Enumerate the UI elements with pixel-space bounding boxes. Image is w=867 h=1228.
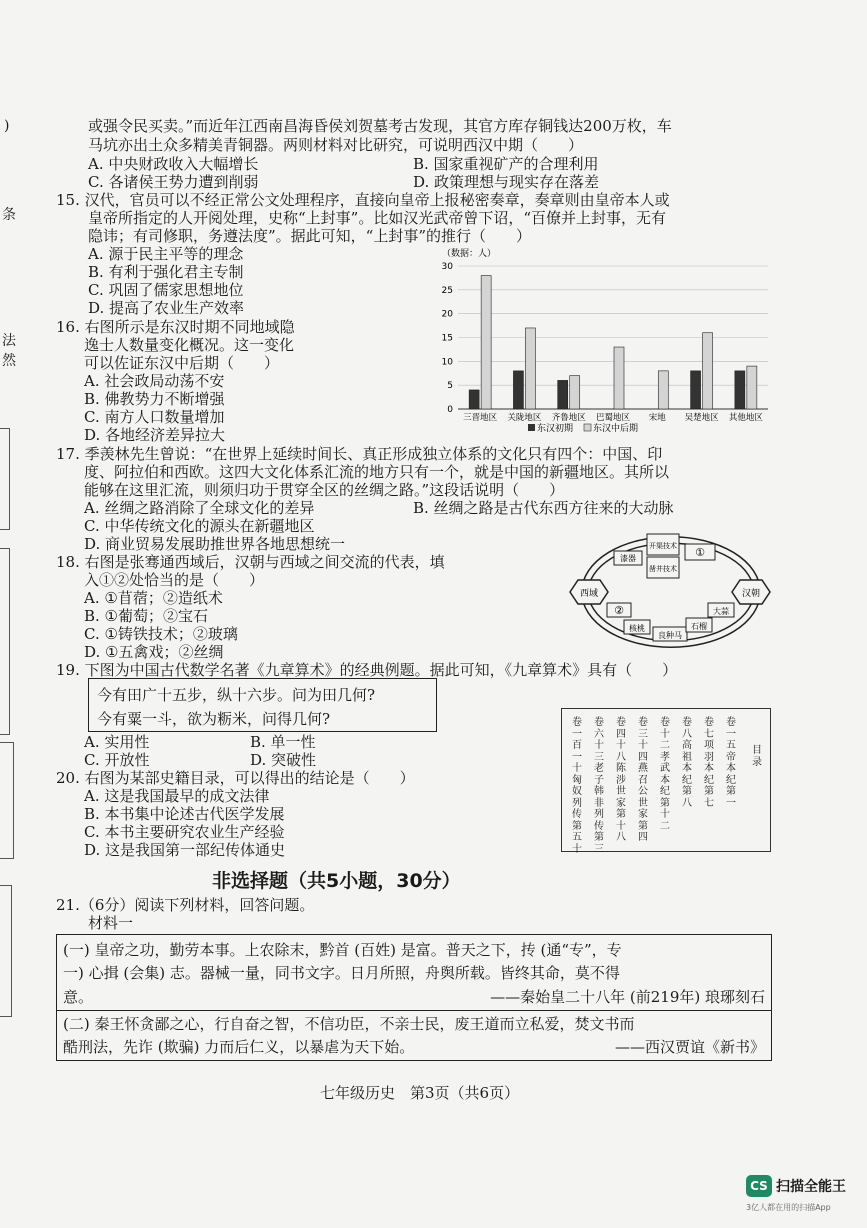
q16-line: 可以佐证东汉中后期（ ） — [84, 354, 280, 372]
material-1-line: 意。 — [63, 988, 94, 1006]
q18-option-b: B. ①葡萄；②宝石 — [84, 607, 209, 625]
item-horse-label: 良种马 — [658, 631, 682, 640]
material-box-2 — [56, 1009, 772, 1061]
q16-line: 16. 右图所示是东汉时期不同地域隐 — [56, 318, 295, 336]
q18-line: 入①②处恰当的是（ ） — [84, 571, 265, 589]
q15-option-a: A. 源于民主平等的理念 — [88, 245, 244, 263]
chart-ytick-label: 20 — [441, 309, 453, 320]
item-garlic-label: 大蒜 — [713, 607, 729, 616]
material-2-line: (二) 秦王怀贪鄙之心，行自奋之智，不信功臣，不亲士民，废王道而立私爱，焚文书而 — [63, 1015, 635, 1033]
chart-ylabel: （数据：人） — [442, 249, 497, 259]
q16-line: 逸士人数量变化概况。这一变化 — [84, 336, 295, 354]
item-walnut-label: 核桃 — [629, 624, 645, 633]
toc-entry: 卷四十八陈涉世家第十八 — [616, 717, 626, 843]
q15-line: 15. 汉代，官员可以不经正常公文处理程序，直接向皇帝上报秘密奏章，奏章则由皇帝本人或 — [56, 191, 670, 209]
q17-option-c: C. 中华传统文化的源头在新疆地区 — [84, 517, 315, 535]
q18-option-c: C. ①铸铁技术；②玻璃 — [84, 625, 238, 643]
toc-entry: 卷十二孝武本纪第十二 — [660, 717, 670, 832]
material-box-1 — [56, 934, 772, 1011]
chart-bar-late — [481, 276, 491, 409]
material-1-line: (一) 皇帝之功，勤劳本事。上农除末，黔首 (百姓) 是富。普天之下，抟 (通“专”，专 — [63, 941, 622, 959]
han-label: 汉朝 — [741, 589, 761, 599]
legend-swatch-late — [584, 424, 591, 431]
q19-example-2: 今有粟一斗，欲为粝米，问得几何? — [97, 710, 331, 728]
q18-option-d: D. ①五禽戏；②丝绸 — [84, 643, 224, 661]
margin-char: 然 — [2, 353, 16, 369]
chart-ytick-label: 30 — [441, 262, 453, 272]
margin-box — [0, 742, 14, 859]
legend-label-late: 东汉中后期 — [593, 424, 639, 434]
q20-option-b: B. 本书集中论述古代医学发展 — [84, 805, 285, 823]
legend-label-early: 东汉初期 — [537, 424, 574, 434]
q15-line: 隐讳；有司修职，务遵法度”。据此可知，“上封事”的推行（ ） — [88, 227, 532, 245]
legend-swatch-early — [528, 424, 535, 431]
q17-option-d: D. 商业贸易发展助推世界各地思想统一 — [84, 535, 346, 553]
chart-bar-early — [469, 390, 479, 409]
chart-bar-late — [525, 328, 535, 409]
q20-option-d: D. 这是我国第一部纪传体通史 — [84, 841, 286, 859]
q15-option-c: C. 巩固了儒家思想地位 — [88, 281, 244, 299]
history-book-toc — [561, 708, 771, 855]
q16-option-c: C. 南方人口数量增加 — [84, 408, 225, 426]
q20-line: 20. 右图为某部史籍目录，可以得出的结论是（ ） — [56, 769, 415, 787]
q17-option-b: B. 丝绸之路是古代东西方往来的大动脉 — [413, 499, 674, 517]
q17-line: 度、阿拉伯和西欧。这四大文化体系汇流的地方只有一个，就是中国的新疆地区。其所以 — [84, 463, 670, 481]
q15-line: 皇帝所指定的人开阅处理，史称“上封事”。比如汉光武帝曾下诏，“百僚并上封事，无有 — [88, 209, 667, 227]
q14-option-d: D. 政策理想与现实存在落差 — [413, 173, 600, 191]
item-canal-tech-label: 开渠技术 — [649, 542, 677, 550]
hermit-count-chart — [428, 244, 773, 439]
margin-box — [0, 548, 10, 735]
q14-line: 马坑亦出土众多精美青铜器。两则材料对比研究，可说明西汉中期（ ） — [88, 136, 584, 154]
q19-example-1: 今有田广十五步，纵十六步。问为田几何? — [97, 686, 376, 704]
toc-entry: 卷三十四燕召公世家第四 — [638, 717, 648, 843]
margin-paren: ) — [4, 118, 10, 134]
app-tagline: 3亿人都在用的扫描App — [746, 1203, 831, 1212]
west-region-label: 西域 — [579, 589, 599, 599]
margin-box — [0, 885, 12, 1017]
q17-line: 能够在这里汇流，则须归功于贯穿全区的丝绸之路。”这段话说明（ ） — [84, 481, 565, 499]
q19-option-d: D. 突破性 — [250, 751, 317, 769]
chart-bar-early — [691, 371, 701, 409]
q17-option-a: A. 丝绸之路消除了全球文化的差异 — [84, 499, 315, 517]
chart-bar-late — [747, 366, 757, 409]
q20-option-a: A. 这是我国最早的成文法律 — [84, 787, 270, 805]
cs-logo-icon: CS — [746, 1175, 772, 1197]
chart-bar-late — [703, 333, 713, 409]
chart-bar-late — [570, 376, 580, 409]
toc-entry: 卷六十三老子韩非列传第三 — [594, 717, 604, 855]
margin-char: 法 — [2, 333, 16, 349]
q19-line: 19. 下图为中国古代数学名著《九章算术》的经典例题。据此可知，《九章算术》具有（ ） — [56, 661, 678, 679]
chart-bar-late — [614, 347, 624, 409]
toc-heading: 目录 — [752, 745, 762, 768]
chart-ytick-label: 5 — [447, 381, 453, 392]
silk-road-exchange-diagram — [566, 530, 776, 655]
q15-option-b: B. 有利于强化君主专制 — [88, 263, 244, 281]
toc-entry: 卷一百一十匈奴列传第五十 — [572, 717, 582, 855]
chart-category-label: 吴楚地区 — [684, 413, 719, 423]
q14-option-c: C. 各诸侯王势力遭到削弱 — [88, 173, 259, 191]
chart-bar-early — [735, 371, 745, 409]
chart-ytick-label: 25 — [441, 285, 453, 296]
q14-option-a: A. 中央财政收入大幅增长 — [88, 155, 259, 173]
chart-bar-early — [558, 380, 568, 409]
q16-option-a: A. 社会政局动荡不安 — [84, 372, 225, 390]
section-title: 非选择题（共5小题，30分） — [212, 870, 461, 892]
q21-material-label: 材料一 — [88, 914, 134, 932]
blank-2-label: ② — [614, 604, 624, 617]
toc-entry: 卷八高祖本纪第八 — [682, 717, 692, 809]
q19-option-a: A. 实用性 — [84, 733, 150, 751]
q18-line: 18. 右图是张骞通西域后，汉朝与西域之间交流的代表，填 — [56, 553, 445, 571]
item-pomegranate-label: 石榴 — [691, 622, 707, 631]
q19-option-c: C. 开放性 — [84, 751, 150, 769]
toc-entry: 卷七项羽本纪第七 — [704, 717, 714, 809]
chart-category-label: 三晋地区 — [463, 413, 498, 423]
toc-entry: 卷一五帝本纪第一 — [726, 717, 736, 809]
q17-line: 17. 季羡林先生曾说：“在世界上延续时间长、真正形成独立体系的文化只有四个：中国、印 — [56, 445, 663, 463]
chart-category-label: 其他地区 — [728, 413, 763, 423]
page-footer: 七年级历史 第3页（共6页） — [320, 1084, 520, 1102]
q16-option-b: B. 佛教势力不断增强 — [84, 390, 225, 408]
q14-option-b: B. 国家重视矿产的合理利用 — [413, 155, 599, 173]
chart-ytick-label: 10 — [441, 357, 453, 368]
item-well-tech-label: 凿井技术 — [649, 565, 677, 573]
chart-ytick-label: 0 — [447, 405, 453, 415]
q15-option-d: D. 提高了农业生产效率 — [88, 299, 245, 317]
material-1-source: ——秦始皇二十八年 (前219年) 琅琊刻石 — [490, 988, 765, 1006]
margin-char: 条 — [2, 207, 16, 223]
blank-1-label: ① — [695, 546, 705, 559]
q16-option-d: D. 各地经济差异拉大 — [84, 426, 226, 444]
app-name: 扫描全能王 — [776, 1179, 846, 1195]
q14-line: 或强令民买卖。”而近年江西南昌海昏侯刘贺墓考古发现，其官方库存铜钱达200万枚，车 — [88, 117, 672, 135]
q19-example-box — [88, 678, 437, 732]
chart-bar-early — [513, 371, 523, 409]
chart-bar-late — [658, 371, 668, 409]
q18-option-a: A. ①苜蓿；②造纸术 — [84, 589, 223, 607]
chart-category-label: 齐鲁地区 — [551, 413, 586, 423]
chart-category-label: 巴蜀地区 — [595, 413, 631, 423]
margin-box — [0, 428, 10, 530]
material-2-source: ——西汉贾谊《新书》 — [614, 1038, 765, 1056]
material-1-line: 一) 心揖 (会集) 志。器械一量，同书文字。日月所照，舟舆所载。皆终其命，莫不得 — [63, 964, 620, 982]
material-2-line: 酷刑法，先诈 (欺骗) 力而后仁义，以暴虐为天下始。 — [63, 1038, 415, 1056]
q19-option-b: B. 单一性 — [250, 733, 316, 751]
q20-option-c: C. 本书主要研究农业生产经验 — [84, 823, 285, 841]
q21-line: 21.（6分）阅读下列材料，回答问题。 — [56, 896, 315, 914]
chart-category-label: 宋地 — [648, 413, 666, 423]
chart-category-label: 关陇地区 — [507, 413, 542, 423]
chart-ytick-label: 15 — [441, 333, 453, 344]
item-lacquer-label: 漆器 — [620, 554, 636, 563]
